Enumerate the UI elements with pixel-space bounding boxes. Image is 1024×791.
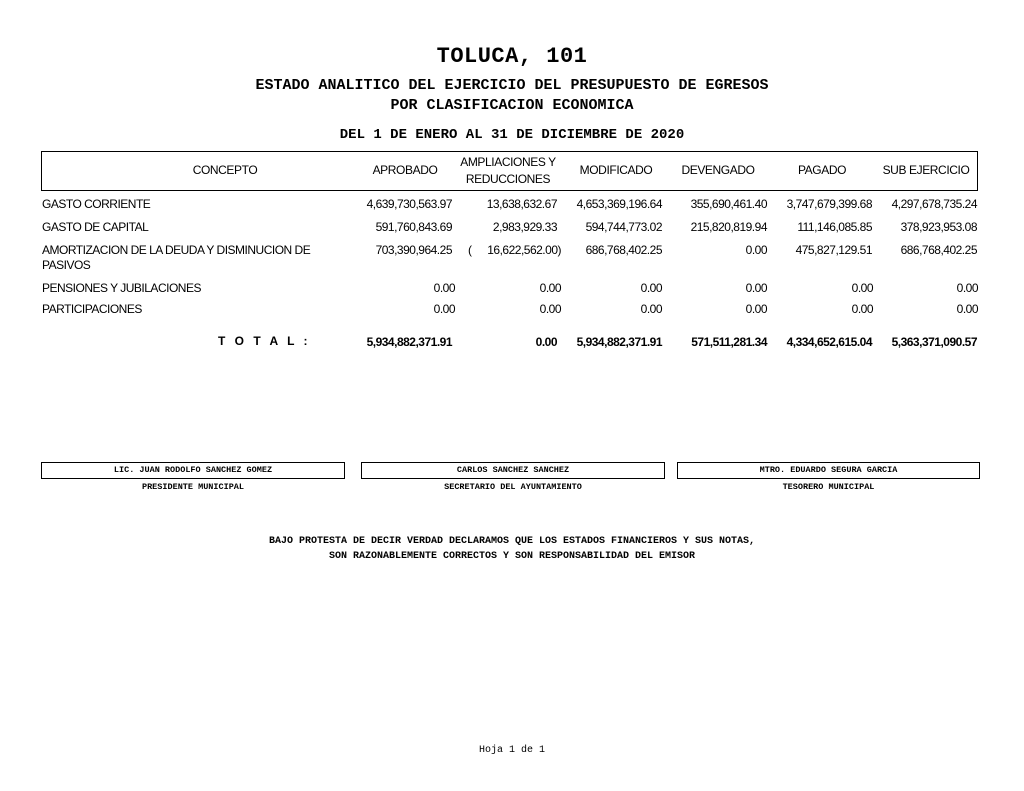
row-ampliaciones: 0.00 — [539, 281, 561, 295]
row-ampliaciones: 2,983,929.33 — [492, 220, 557, 234]
row-ampliaciones: 0.00 — [539, 302, 561, 316]
row-modificado: 686,768,402.25 — [585, 243, 662, 257]
total-ampliaciones: 0.00 — [535, 335, 557, 349]
row-aprobado: 0.00 — [433, 281, 455, 295]
column-header-modificado: MODIFICADO — [579, 163, 653, 177]
row-pagado: 0.00 — [851, 281, 873, 295]
row-sub-ejercicio: 686,768,402.25 — [900, 243, 977, 257]
row-devengado: 355,690,461.40 — [690, 197, 767, 211]
row-devengado: 0.00 — [745, 243, 767, 257]
column-header-aprobado: APROBADO — [372, 163, 438, 177]
page-number: Hoja 1 de 1 — [478, 745, 545, 756]
total-aprobado: 5,934,882,371.91 — [366, 335, 452, 349]
signature-box-tesorero: MTRO. EDUARDO SEGURA GARCIA — [677, 462, 980, 479]
row-aprobado: 591,760,843.69 — [375, 220, 452, 234]
declaration-line-2: SON RAZONABLEMENTE CORRECTOS Y SON RESPONSABILIDAD DEL EMISOR — [328, 551, 696, 562]
signature-role-secretario: SECRETARIO DEL AYUNTAMIENTO — [444, 482, 582, 492]
row-pagado: 3,747,679,399.68 — [786, 197, 872, 211]
row-modificado: 4,653,369,196.64 — [576, 197, 662, 211]
total-modificado: 5,934,882,371.91 — [576, 335, 662, 349]
row-concepto: GASTO CORRIENTE — [42, 197, 151, 211]
column-header-ampliaciones-line2: REDUCCIONES — [465, 172, 551, 186]
row-concepto: GASTO DE CAPITAL — [42, 220, 149, 234]
row-modificado: 0.00 — [640, 281, 662, 295]
row-aprobado: 0.00 — [433, 302, 455, 316]
document-title: TOLUCA, 101 — [436, 44, 588, 69]
column-header-pagado: PAGADO — [797, 163, 847, 177]
total-label: T O T A L : — [218, 334, 311, 348]
row-pagado: 0.00 — [851, 302, 873, 316]
document-subtitle: ESTADO ANALITICO DEL EJERCICIO DEL PRESUPUESTO DE EGRESOS — [255, 77, 769, 94]
row-modificado: 594,744,773.02 — [585, 220, 662, 234]
row-devengado: 0.00 — [745, 302, 767, 316]
row-ampliaciones: 16,622,562.00) — [487, 243, 561, 257]
row-ampliaciones: 13,638,632.67 — [486, 197, 557, 211]
row-aprobado: 4,639,730,563.97 — [366, 197, 452, 211]
row-pagado: 475,827,129.51 — [795, 243, 872, 257]
total-sub-ejercicio: 5,363,371,090.57 — [891, 335, 977, 349]
document-subtitle-2: POR CLASIFICACION ECONOMICA — [390, 97, 634, 114]
row-concepto: PENSIONES Y JUBILACIONES — [42, 281, 201, 295]
row-devengado: 215,820,819.94 — [690, 220, 767, 234]
row-sub-ejercicio: 0.00 — [956, 302, 978, 316]
column-header-devengado: DEVENGADO — [681, 163, 755, 177]
total-pagado: 4,334,652,615.04 — [786, 335, 872, 349]
row-sub-ejercicio: 4,297,678,735.24 — [891, 197, 977, 211]
column-header-concepto: CONCEPTO — [192, 163, 258, 177]
row-concepto: AMORTIZACION DE LA DEUDA Y DISMINUCION DE PASIVOS — [42, 243, 311, 272]
reporting-period: DEL 1 DE ENERO AL 31 DE DICIEMBRE DE 2020 — [339, 127, 685, 143]
column-header-ampliaciones — [450, 154, 566, 188]
row-ampliaciones-paren: ( — [468, 243, 472, 257]
row-modificado: 0.00 — [640, 302, 662, 316]
row-aprobado: 703,390,964.25 — [375, 243, 452, 257]
column-header-sub-ejercicio: SUB EJERCICIO — [882, 163, 970, 177]
column-header-ampliaciones-line1: AMPLIACIONES Y — [460, 155, 556, 169]
signature-role-presidente: PRESIDENTE MUNICIPAL — [141, 482, 245, 492]
row-concepto: PARTICIPACIONES — [42, 302, 142, 316]
signature-box-secretario: CARLOS SANCHEZ SANCHEZ — [361, 462, 665, 479]
signature-box-presidente: LIC. JUAN RODOLFO SANCHEZ GOMEZ — [41, 462, 345, 479]
signature-role-tesorero: TESORERO MUNICIPAL — [782, 482, 875, 492]
row-sub-ejercicio: 0.00 — [956, 281, 978, 295]
row-sub-ejercicio: 378,923,953.08 — [900, 220, 977, 234]
declaration-line-1: BAJO PROTESTA DE DECIR VERDAD DECLARAMOS QUE LOS ESTADOS FINANCIEROS Y SUS NOTAS, — [268, 536, 756, 547]
row-pagado: 111,146,085.85 — [797, 220, 872, 234]
row-devengado: 0.00 — [745, 281, 767, 295]
total-devengado: 571,511,281.34 — [691, 335, 767, 349]
